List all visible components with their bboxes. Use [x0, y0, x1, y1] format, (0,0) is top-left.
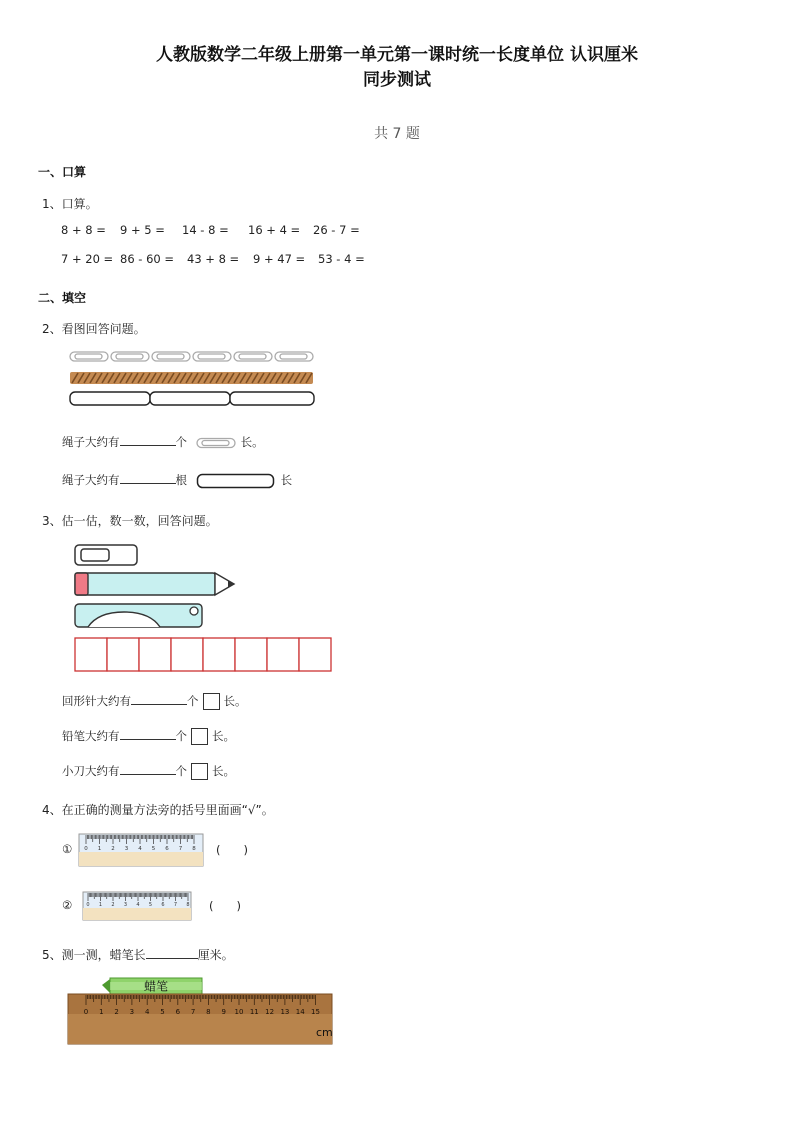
- straw-icon: [196, 473, 276, 489]
- answer-blank[interactable]: [120, 471, 176, 484]
- ruler-number: 2: [111, 902, 115, 908]
- ruler-number: 9: [221, 1008, 226, 1016]
- ruler-number: 8: [192, 846, 196, 852]
- ruler-number: 1: [98, 902, 103, 908]
- answer-blank[interactable]: [120, 727, 176, 740]
- ruler-number: 3: [129, 1008, 135, 1016]
- question-count: 共 7 题: [374, 126, 420, 142]
- calc-item: 16 + 4 =: [248, 223, 301, 237]
- ruler-number: 4: [136, 902, 140, 908]
- ruler-number: 1: [99, 1008, 104, 1016]
- pencil-drawing: [75, 573, 235, 595]
- paperclip-icon: [196, 437, 236, 449]
- knife-drawing: [75, 604, 202, 627]
- page-subtitle: 同步测试: [363, 70, 431, 90]
- calc-item: 7 + 20 =: [61, 252, 114, 266]
- ruler-number: 12: [265, 1008, 275, 1016]
- ruler-number: 11: [249, 1008, 259, 1016]
- calc-item: 9 + 47 =: [253, 252, 306, 266]
- page-title: 人教版数学二年级上册第一单元第一课时统一长度单位 认识厘米: [156, 45, 638, 65]
- answer-blank[interactable]: [131, 692, 187, 705]
- crayon-drawing: [102, 978, 202, 994]
- paperclip-row: [70, 352, 313, 361]
- estimate-figure: [72, 542, 337, 674]
- answer-blank[interactable]: [120, 433, 176, 446]
- ruler-number: 8: [206, 1008, 211, 1016]
- unit-label: cm: [316, 1026, 333, 1039]
- ruler-number: 7: [190, 1008, 196, 1016]
- ruler-number: 14: [295, 1008, 305, 1016]
- ruler-number: 0: [84, 846, 88, 852]
- rope: [70, 372, 313, 384]
- square-box-icon: [191, 728, 208, 745]
- ruler-number: 1: [97, 846, 102, 852]
- ruler-number: 3: [124, 846, 129, 852]
- section-heading-fill: 二、填空: [38, 291, 87, 305]
- square-grid: [75, 638, 331, 671]
- ruler-number: 0: [86, 902, 90, 908]
- calc-item: 9 + 5 =: [120, 223, 165, 237]
- q3-line-1: 回形针大约有 个 长。: [62, 694, 247, 708]
- straw-row: [70, 392, 314, 405]
- ruler-option-1: [78, 832, 206, 868]
- crayon-ruler-figure: [66, 974, 336, 1046]
- section-heading-oral: 一、口算: [38, 165, 87, 179]
- ruler-number: 3: [123, 902, 128, 908]
- q2-line-1: 绳子大约有 个 长。: [62, 435, 264, 449]
- calc-item: 53 - 4 =: [318, 252, 365, 266]
- ruler-number: 6: [161, 902, 165, 908]
- calc-item: 26 - 7 =: [313, 223, 360, 237]
- ruler-number: 6: [165, 846, 169, 852]
- ruler-number: 6: [175, 1008, 181, 1016]
- question-2-label: 2、看图回答问题。: [42, 322, 146, 336]
- q3-line-2: 铅笔大约有 个 长。: [62, 729, 235, 743]
- crayon-label: 蜡笔: [143, 979, 169, 994]
- calc-item: 14 - 8 =: [182, 223, 229, 237]
- ruler-number: 10: [234, 1008, 244, 1016]
- ruler-number: 0: [83, 1008, 89, 1016]
- answer-paren-2[interactable]: ( ): [209, 899, 241, 913]
- question-5-label: 5、测一测，蜡笔长 厘米。: [42, 948, 234, 962]
- q3-line-3: 小刀大约有 个 长。: [62, 764, 235, 778]
- ruler-number: 4: [138, 846, 142, 852]
- ruler-number: 5: [151, 846, 156, 852]
- ruler-number: 15: [311, 1008, 320, 1016]
- calc-item: 43 + 8 =: [187, 252, 240, 266]
- ruler-number: 7: [173, 902, 178, 908]
- ruler-number: 2: [111, 846, 115, 852]
- ruler-option-2: [82, 890, 194, 922]
- calc-item: 86 - 60 =: [120, 252, 175, 266]
- question-3-label: 3、估一估，数一数，回答问题。: [42, 514, 218, 528]
- option-1-marker: ①: [62, 842, 73, 856]
- paperclip-rope-straw-figure: [68, 350, 318, 410]
- calc-item: 8 + 8 =: [61, 223, 106, 237]
- answer-blank[interactable]: [120, 762, 176, 775]
- answer-paren-1[interactable]: ( ): [216, 843, 248, 857]
- square-box-icon: [203, 693, 220, 710]
- ruler-number: 5: [160, 1008, 165, 1016]
- ruler-number: 4: [144, 1008, 150, 1016]
- q2-line-2: 绳子大约有 根 长: [62, 473, 293, 487]
- paperclip-drawing: [75, 545, 137, 565]
- question-1-label: 1、口算。: [42, 197, 98, 211]
- ruler-number: 5: [148, 902, 153, 908]
- question-4-label: 4、在正确的测量方法旁的括号里面画“√”。: [42, 803, 274, 817]
- answer-blank[interactable]: [146, 946, 198, 959]
- square-box-icon: [191, 763, 208, 780]
- ruler-number: 2: [114, 1008, 119, 1016]
- ruler-number: 8: [186, 902, 190, 908]
- option-2-marker: ②: [62, 898, 73, 912]
- ruler-number: 7: [178, 846, 183, 852]
- ruler-number: 13: [280, 1008, 290, 1016]
